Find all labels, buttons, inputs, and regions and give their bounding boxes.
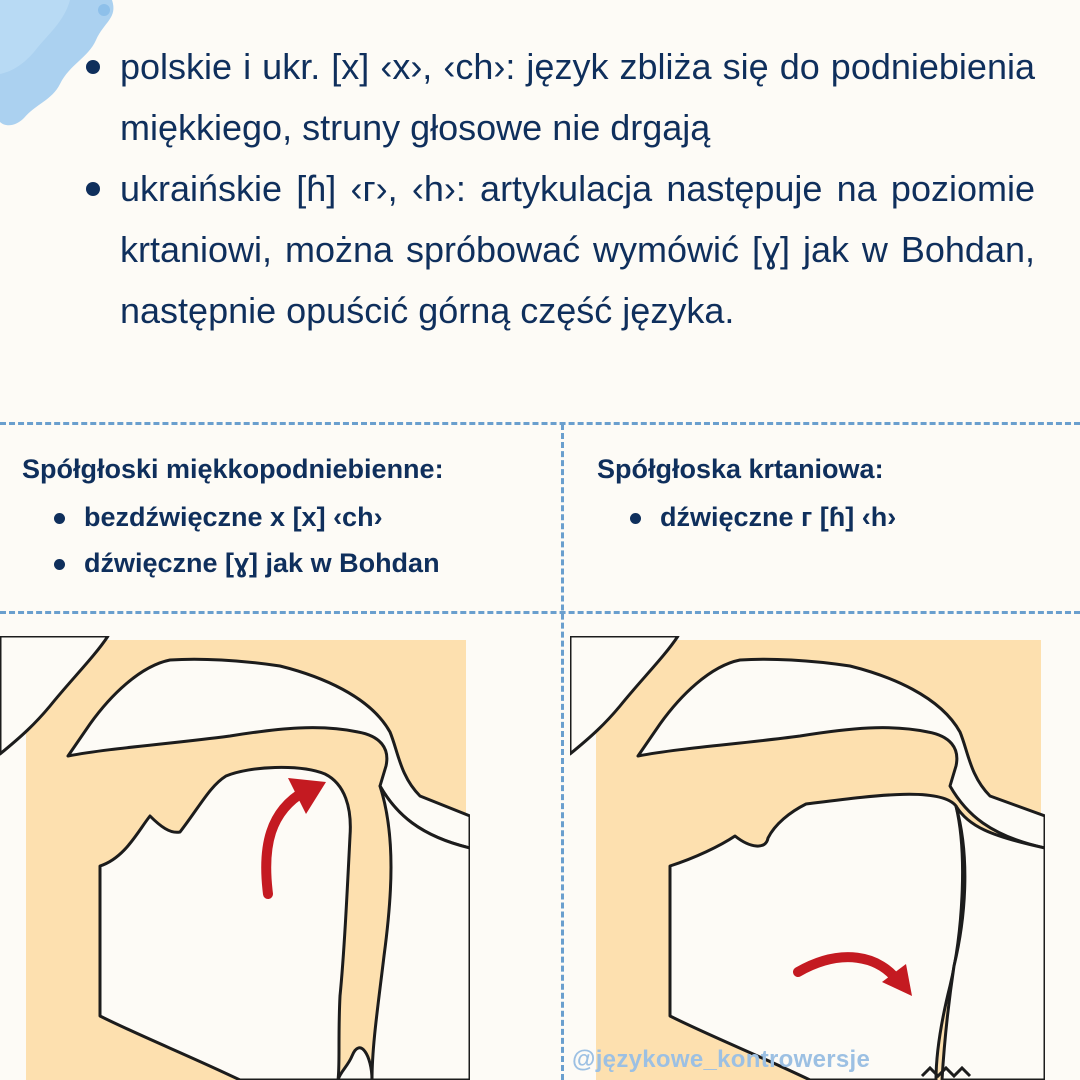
left-panel-title: Spółgłoski miękkopodniebienne: xyxy=(22,454,444,484)
list-item: bezdźwięczne x [x] ‹ch› xyxy=(54,494,440,540)
social-handle: @językowe_kontrowersje xyxy=(572,1046,871,1073)
right-panel-title: Spółgłoska krtaniowa: xyxy=(597,454,884,484)
divider-top xyxy=(0,422,1080,425)
right-panel-list xyxy=(630,494,896,540)
left-panel-list xyxy=(54,494,440,586)
intro-item: polskie i ukr. [x] ‹x›, ‹ch›: język zbliża się do podniebienia miękkiego, struny głosowe nie drgają xyxy=(80,36,1035,158)
list-item: dźwięczne [ɣ] jak w Bohdan xyxy=(54,540,440,586)
intro-item: ukraińskie [ɦ] ‹г›, ‹h›: artykulacja następuje na poziomie krtaniowi, można spróbować wymówić [ɣ] jak w Bohdan, następnie opuścić górną część języka. xyxy=(80,158,1035,341)
velar-articulation-diagram xyxy=(0,636,470,1080)
glottal-articulation-diagram xyxy=(570,636,1045,1080)
intro-list xyxy=(80,36,1035,341)
list-item: dźwięczne г [ɦ] ‹h› xyxy=(630,494,896,540)
divider-vertical xyxy=(561,424,564,1080)
divider-middle xyxy=(0,611,1080,614)
